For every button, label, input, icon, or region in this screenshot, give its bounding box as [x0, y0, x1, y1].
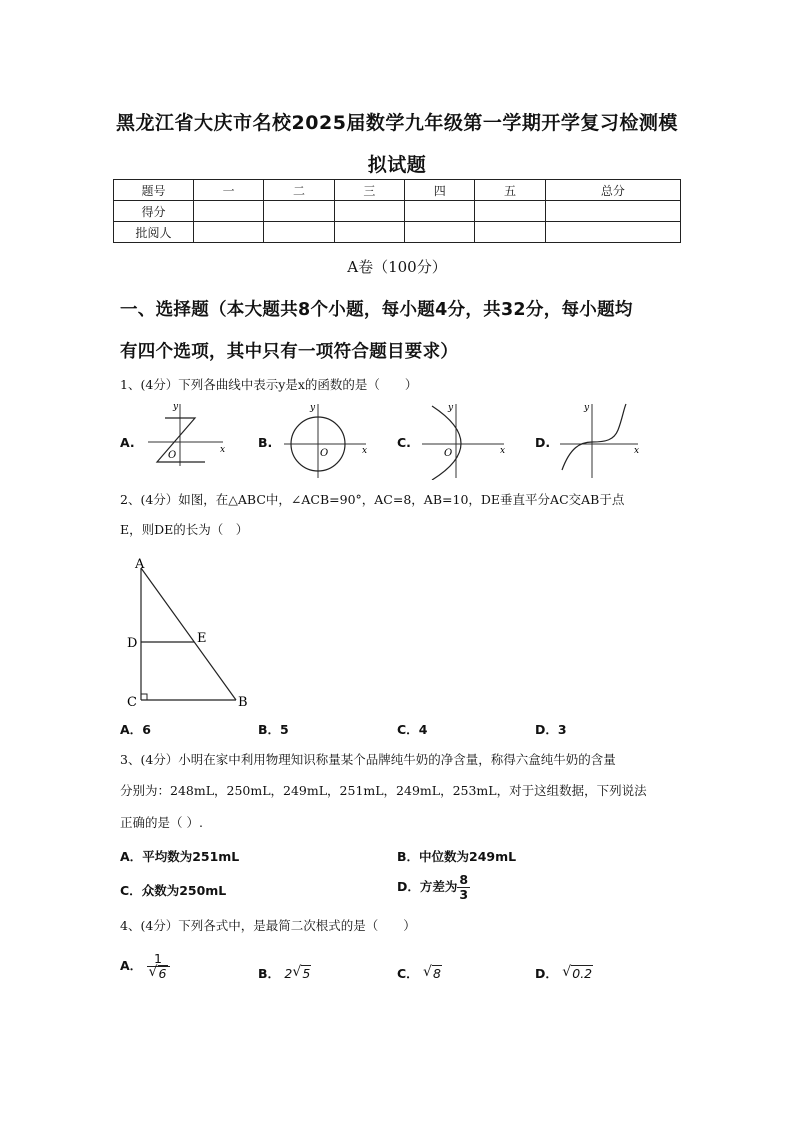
q3-option-a-key: A．: [120, 849, 143, 864]
variance-numerator: 8: [459, 872, 469, 887]
score-header-cell: 一: [194, 180, 264, 201]
point-a-label: A: [135, 557, 145, 572]
graph-a-origin-label: O: [168, 450, 177, 461]
q2-option-c[interactable]: [397, 720, 427, 738]
q4-d-radical: [562, 966, 593, 981]
point-c-label: C: [127, 695, 137, 710]
score-header-cell: 五: [475, 180, 545, 201]
score-cell[interactable]: [405, 201, 475, 222]
q1-graph-c: [418, 400, 508, 480]
q1-option-d-label[interactable]: D.: [535, 435, 551, 450]
graph-d-x-label: x: [634, 446, 640, 456]
section-a-heading: A卷（100分）: [347, 258, 447, 276]
q4-b-coefficient: 2: [284, 966, 293, 981]
q3-option-b[interactable]: [397, 847, 516, 865]
q4-option-d-key: D．: [535, 966, 558, 981]
q2-stem-line2: E，则DE的长为（ ）: [120, 522, 249, 537]
q4-option-d[interactable]: [535, 964, 593, 982]
graph-a-curve: [157, 418, 205, 462]
q4-option-b-key: B．: [258, 966, 281, 981]
q2-option-d[interactable]: [535, 720, 567, 738]
score-cell[interactable]: [194, 222, 264, 243]
graph-c-y-label: y: [448, 403, 454, 413]
q2-stem-line1: 2、(4分）如图，在△ABC中，∠ACB=90°，AC=8，AB=10，DE垂直平分AC交AB于点: [120, 492, 625, 507]
variance-denominator: 3: [459, 886, 469, 902]
q1-graph-d: [556, 400, 644, 480]
q2-option-a-key: A．: [120, 722, 143, 737]
graph-b-origin-label: O: [320, 448, 329, 459]
q4-a-radical: [148, 963, 168, 981]
q2-option-b[interactable]: [258, 720, 289, 738]
score-cell[interactable]: [545, 201, 680, 222]
score-row-label: 批阅人: [114, 222, 194, 243]
right-angle-mark: [141, 694, 147, 700]
page-title-line1: 黑龙江省大庆市名校2025届数学九年级第一学期开学复习检测模: [116, 112, 678, 134]
score-cell[interactable]: [264, 222, 334, 243]
q3-option-d[interactable]: [397, 873, 470, 902]
point-d-label: D: [127, 636, 138, 651]
graph-a-x-label: x: [220, 445, 226, 455]
q4-option-b[interactable]: [258, 964, 311, 982]
score-row-label: 得分: [114, 201, 194, 222]
q3-option-b-key: B．: [397, 849, 420, 864]
q4-option-a-key: A．: [120, 957, 143, 973]
q1-option-a-label[interactable]: A.: [120, 435, 135, 450]
q4-option-a-fraction: [147, 952, 170, 981]
graph-d-y-label: y: [584, 403, 590, 413]
score-cell[interactable]: [334, 201, 404, 222]
q4-b-radical: [292, 966, 311, 981]
point-b-label: B: [238, 695, 248, 710]
score-header-cell: 题号: [114, 180, 194, 201]
q1-stem: 1、(4分）下列各曲线中表示y是x的函数的是（ ）: [120, 377, 418, 392]
q1-graph-b: [280, 400, 370, 480]
score-header-cell: 四: [405, 180, 475, 201]
graph-c-x-label: x: [500, 446, 506, 456]
q2-option-c-key: C．: [397, 722, 419, 737]
graph-c-curve: [432, 406, 461, 480]
page-title-line2: 拟试题: [367, 154, 427, 176]
radical-sign-icon: √: [562, 964, 572, 980]
score-cell[interactable]: [475, 201, 545, 222]
q4-a-radicand: 6: [158, 965, 167, 981]
score-cell[interactable]: [264, 201, 334, 222]
score-cell[interactable]: [405, 222, 475, 243]
q4-option-c-key: C．: [397, 966, 419, 981]
score-header-cell: 总分: [545, 180, 680, 201]
q3-option-d-text: 方差为: [419, 878, 458, 894]
score-cell[interactable]: [545, 222, 680, 243]
q3-stem-line3: 正确的是（ ）.: [120, 815, 203, 830]
part1-heading-line2: 有四个选项，其中只有一项符合题目要求）: [120, 342, 459, 362]
score-cell[interactable]: [475, 222, 545, 243]
q4-d-radicand: 0.2: [572, 966, 593, 981]
graph-a-y-label: y: [173, 402, 179, 412]
q2-triangle-figure: [122, 553, 257, 713]
triangle-side-ab: [141, 568, 236, 700]
radical-sign-icon: √: [292, 964, 302, 980]
q2-option-c-text: 4: [418, 722, 428, 737]
score-table-row: [114, 222, 681, 243]
point-e-label: E: [197, 631, 207, 646]
radical-sign-icon: √: [148, 963, 158, 980]
q1-option-c-label[interactable]: C.: [397, 435, 411, 450]
q2-option-a-text: 6: [142, 722, 151, 737]
graph-b-x-label: x: [362, 446, 368, 456]
q3-stem-line2: 分别为：248mL，250mL，249mL，251mL，249mL，253mL，对于这组数据，下列说法: [120, 783, 647, 798]
q2-option-d-text: 3: [557, 722, 567, 737]
q3-option-c-key: C．: [120, 883, 142, 898]
q1-graph-a: [143, 400, 228, 470]
q3-option-a-text: 平均数为251mL: [142, 849, 240, 864]
score-table-header-row: [114, 180, 681, 201]
variance-fraction: [457, 873, 470, 902]
q2-option-d-key: D．: [535, 722, 558, 737]
score-cell[interactable]: [334, 222, 404, 243]
q4-b-radicand: 5: [302, 966, 311, 981]
graph-d-curve: [562, 404, 626, 470]
q4-a-numerator: 1: [154, 951, 162, 966]
graph-b-y-label: y: [310, 403, 316, 413]
q3-option-b-text: 中位数为249mL: [419, 849, 517, 864]
q4-option-a[interactable]: [120, 952, 170, 981]
q2-option-b-key: B．: [258, 722, 281, 737]
graph-c-origin-label: O: [444, 448, 453, 459]
q2-option-a[interactable]: [120, 720, 151, 738]
score-cell[interactable]: [194, 201, 264, 222]
q3-option-c[interactable]: [120, 881, 226, 899]
score-table-row: [114, 201, 681, 222]
q3-option-d-key: D．: [397, 878, 420, 894]
q1-option-b-label[interactable]: B.: [258, 435, 273, 450]
score-header-cell: 三: [334, 180, 404, 201]
q4-c-radical: [423, 966, 442, 981]
score-table: [113, 179, 681, 243]
q3-option-a[interactable]: [120, 847, 239, 865]
q2-option-b-text: 5: [280, 722, 289, 737]
q4-c-radicand: 8: [433, 966, 441, 981]
part1-heading-line1: 一、选择题（本大题共8个小题，每小题4分，共32分，每小题均: [120, 300, 633, 320]
q3-option-c-text: 众数为250mL: [141, 883, 227, 898]
q4-option-c[interactable]: [397, 964, 442, 982]
radical-sign-icon: √: [423, 964, 432, 980]
score-header-cell: 二: [264, 180, 334, 201]
q3-stem-line1: 3、(4分）小明在家中利用物理知识称量某个品牌纯牛奶的净含量，称得六盒纯牛奶的含量: [120, 752, 616, 767]
q4-stem: 4、(4分）下列各式中，是最简二次根式的是（ ）: [120, 918, 416, 933]
